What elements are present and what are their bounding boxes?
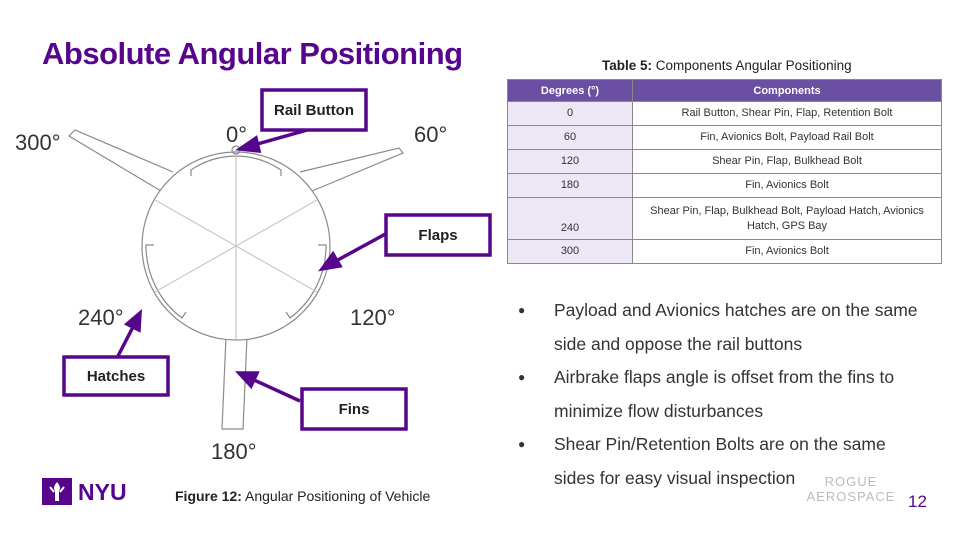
cell-components: Shear Pin, Flap, Bulkhead Bolt, Payload Hatch, Avionics Hatch, GPS Bay <box>633 198 942 240</box>
rogue-logo-line2: AEROSPACE <box>806 489 896 504</box>
page-number: 12 <box>908 492 927 511</box>
figure-caption <box>175 488 430 504</box>
cell-components: Fin, Avionics Bolt <box>633 174 942 198</box>
bullet-item: ● Airbrake flaps angle is offset from the fins to minimize flow disturbances <box>510 361 930 428</box>
rogue-logo-line1: ROGUE <box>824 474 878 489</box>
fin-60 <box>300 148 403 191</box>
table-row <box>508 198 942 240</box>
arrow-fins <box>239 373 257 386</box>
table-row <box>508 126 942 150</box>
nyu-logo-text: NYU <box>78 479 127 505</box>
degree-label-240: 240° <box>78 305 124 330</box>
cell-degrees: 300 <box>508 240 633 264</box>
table-caption <box>602 58 852 73</box>
bullet-item: ● Payload and Avionics hatches are on the same side and oppose the rail buttons <box>510 294 930 361</box>
nyu-torch-logo-icon <box>42 478 72 505</box>
degree-label-0: 0° <box>226 122 248 147</box>
callout-flaps: Flaps <box>418 227 458 244</box>
callout-hatches: Hatches <box>86 368 146 385</box>
cell-degrees: 180 <box>508 174 633 198</box>
degree-label-180: 180° <box>211 439 257 464</box>
page-title: Absolute Angular Positioning <box>42 36 463 71</box>
callout-fins: Fins <box>338 401 370 418</box>
degree-label-60: 60° <box>414 122 448 147</box>
cell-degrees: 120 <box>508 150 633 174</box>
cell-components: Rail Button, Shear Pin, Flap, Retention Bolt <box>633 102 942 126</box>
rogue-aerospace-logo <box>800 474 902 504</box>
bullet-list <box>510 294 930 495</box>
cell-degrees: 0 <box>508 102 633 126</box>
table-header-row <box>508 80 942 102</box>
header-degrees: Degrees (°) <box>508 80 633 102</box>
degree-label-300: 300° <box>15 130 61 155</box>
cell-degrees: 60 <box>508 126 633 150</box>
cell-components: Fin, Avionics Bolt, Payload Rail Bolt <box>633 126 942 150</box>
cell-degrees: 240 <box>508 198 633 240</box>
cell-components: Shear Pin, Flap, Bulkhead Bolt <box>633 150 942 174</box>
table-row <box>508 240 942 264</box>
fin-180 <box>222 337 247 429</box>
figure-caption-prefix: Figure 12: <box>175 488 242 504</box>
header-components: Components <box>633 80 942 102</box>
fin-300 <box>69 130 173 191</box>
arrow-hatches <box>127 313 140 330</box>
table-caption-text: Components Angular Positioning <box>652 58 852 73</box>
table-row <box>508 174 942 198</box>
table-caption-prefix: Table 5: <box>602 58 653 73</box>
degree-label-120: 120° <box>350 305 396 330</box>
table-row <box>508 102 942 126</box>
components-table <box>507 79 942 264</box>
cell-components: Fin, Avionics Bolt <box>633 240 942 264</box>
callout-rail-button: Rail Button <box>274 102 354 119</box>
bullet-item: ● Shear Pin/Retention Bolts are on the same sides for easy visual inspection <box>510 428 930 495</box>
figure-caption-text: Angular Positioning of Vehicle <box>241 488 431 504</box>
table-row <box>508 150 942 174</box>
